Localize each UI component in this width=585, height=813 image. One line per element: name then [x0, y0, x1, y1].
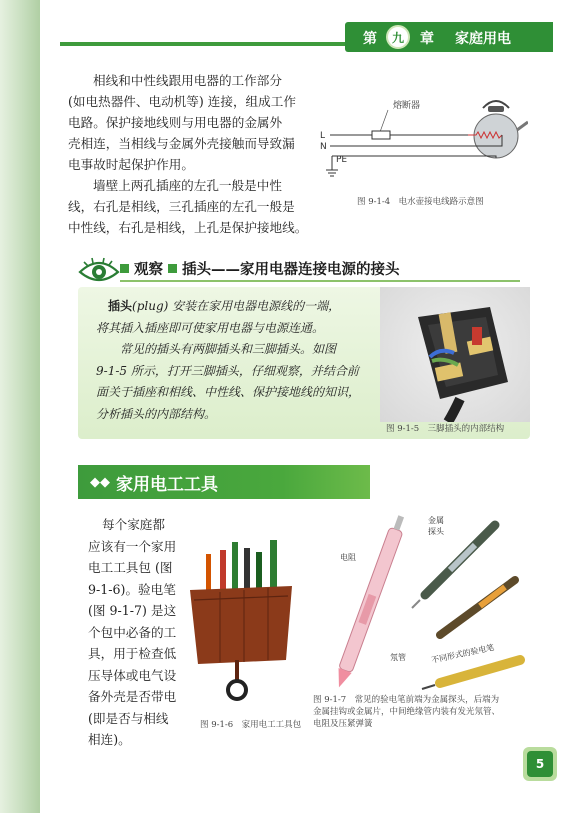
text-line: (如电热器件、电动机等) 连接，组成工作 — [68, 94, 296, 109]
text-line: 常见的插头有两脚插头和三脚插头。如图 — [120, 342, 337, 356]
text-line: 电路。保护接地线则与用电器的金属外 — [68, 115, 283, 130]
figure-caption-9-1-7 — [313, 694, 533, 730]
chapter-suffix: 章 — [420, 31, 434, 47]
label-PE: PE — [336, 155, 348, 165]
label-forms: 不同形式的验电笔 — [430, 642, 496, 665]
fuse-symbol — [372, 131, 390, 139]
chapter-number: 九 — [391, 30, 404, 45]
text-line: 相连)。 — [88, 732, 131, 747]
text-line: 面关于插座和相线、中性线、保护接地线的知识， — [96, 385, 361, 399]
observe-text: 插头(plug) 安装在家用电器电源线的一端， 将其插入插座即可使家用电器与电源连通。 常见的插头有两脚插头和三脚插头。如图 9-1-5 所示，打开三脚插头，仔细观察，并结合前 面关于插座和相线、中性线、保护接地线的知识， 分析插头的内部结构。 — [96, 296, 381, 425]
figure-caption-9-1-5: 图 9-1-5 三脚插头的内部结构 — [386, 424, 505, 434]
figure-caption-9-1-6: 图 9-1-6 家用电工工具包 — [200, 720, 302, 730]
square-bullet-icon — [120, 264, 129, 273]
text-line: 9-1-5 所示，打开三脚插头，仔细观察，并结合前 — [96, 363, 359, 378]
text-line: 分析插头的内部结构。 — [96, 406, 217, 421]
text-line: (即是否与相线 — [88, 710, 169, 726]
label-probe-1: 金属 — [428, 516, 444, 525]
label-N: N — [320, 142, 327, 152]
eye-icon — [78, 256, 120, 286]
test-pen-orange — [440, 580, 515, 635]
label-neon: 氖管 — [390, 653, 406, 662]
label-L: L — [320, 131, 326, 141]
tool-bag-image — [180, 530, 300, 705]
fuse-label: 熔断器 — [393, 101, 421, 111]
test-pen-yellow — [422, 660, 520, 689]
section-heading — [78, 465, 370, 499]
header-rule — [60, 42, 360, 46]
text-line: 相线和中性线跟用电器的工作部分 — [93, 73, 282, 88]
observe-title: 插头——家用电器连接电源的接头 — [182, 262, 400, 278]
intro-paragraph-2 — [68, 175, 313, 238]
square-bullet-icon — [168, 264, 177, 273]
text-line: 9-1-6)。验电笔 — [88, 581, 176, 597]
text-line: 线，右孔是相线，三孔插座的左孔一般是 — [68, 199, 295, 214]
text-line: (图 9-1-7) 是这 — [88, 603, 177, 618]
observe-label: 观察 — [134, 262, 163, 278]
observe-rule — [120, 280, 520, 282]
text-line: 壳相连，当相线与金属外壳接触而导致漏 — [68, 136, 295, 151]
text-line: 将其插入插座即可使家用电器与电源连通。 — [96, 320, 325, 335]
text-line: 每个家庭都 — [102, 517, 165, 532]
label-resistor: 电阻 — [340, 553, 356, 562]
text-line: 金属挂钩或金属片，中间绝缘管内装有发光氖管、 — [313, 707, 501, 717]
page-number: 5 — [527, 751, 553, 777]
test-pen-green-gray — [412, 525, 495, 608]
kettle-circuit-diagram — [318, 88, 528, 188]
text-line: 电阻及压紧弹簧 — [313, 719, 373, 729]
text-line: 压导体或电气设 — [88, 667, 177, 683]
label-probe-2: 探头 — [428, 527, 444, 536]
chapter-header — [345, 22, 553, 52]
chapter-title: 家庭用电 — [455, 31, 511, 47]
observe-heading — [120, 258, 400, 279]
diamond-bullet-icon: ◆◆ — [90, 474, 110, 490]
text-line: 具，用于检查低 — [88, 646, 177, 661]
text-line: 电工工具包 (图 — [88, 560, 173, 575]
text-line: 备外壳是否带电 — [88, 689, 177, 704]
test-pens-image — [310, 505, 530, 690]
text-line: 电事故时起保护作用。 — [68, 157, 194, 172]
text-line: 个包中必备的工 — [88, 624, 177, 640]
chapter-prefix: 第 — [363, 31, 377, 47]
chapter-number-badge — [386, 25, 410, 49]
test-pen-pink — [332, 514, 407, 690]
text-line: 墙壁上两孔插座的左孔一般是中性 — [93, 178, 282, 193]
tools-paragraph — [88, 514, 188, 751]
plug-photo — [380, 287, 530, 422]
text-line: 应该有一个家用 — [88, 538, 177, 554]
three-pin-plug-image — [380, 287, 530, 422]
section-title: 家用电工工具 — [116, 474, 218, 495]
text-line: 中性线，右孔是相线，上孔是保护接地线。 — [68, 220, 308, 235]
text-line: 图 9-1-7 常见的验电笔前端为金属探头，后端为 — [313, 695, 500, 705]
figure-caption-9-1-4: 图 9-1-4 电水壶接电线路示意图 — [357, 197, 484, 207]
intro-paragraph-1 — [68, 70, 313, 175]
page-spine — [0, 0, 40, 813]
kettle-icon — [468, 101, 528, 158]
